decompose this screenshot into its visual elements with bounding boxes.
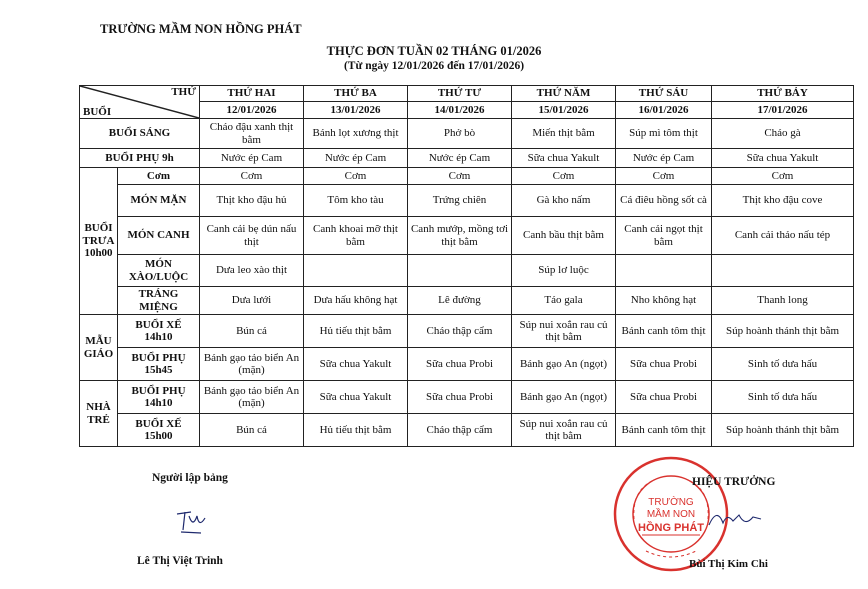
menu-cell: Sữa chua Yakult: [304, 381, 408, 414]
menu-cell: Canh khoai mỡ thịt bằm: [304, 217, 408, 255]
weekly-menu-table: [79, 85, 854, 447]
svg-text:HỒNG PHÁT: HỒNG PHÁT: [638, 522, 704, 534]
row-label-soup: MÓN CANH: [118, 217, 200, 255]
day-date-fri: 16/01/2026: [616, 102, 712, 119]
preparer-title: Người lập bảng: [152, 472, 228, 484]
principal-signature: [705, 505, 765, 535]
day-date-mon: 12/01/2026: [200, 102, 304, 119]
menu-cell: Bánh gạo tảo biển An (mặn): [200, 381, 304, 414]
menu-cell: Bánh canh tôm thịt: [616, 414, 712, 447]
table-row-day-names: [80, 86, 854, 102]
row-label-snack-9h: BUỔI PHỤ 9h: [80, 149, 200, 168]
menu-cell: Canh cải ngọt thịt bằm: [616, 217, 712, 255]
corner-cell: [80, 86, 200, 119]
row-label-rice: Cơm: [118, 168, 200, 185]
menu-cell: Canh cải bẹ dún nấu thịt: [200, 217, 304, 255]
menu-cell: Súp hoành thánh thịt bằm: [712, 414, 854, 447]
table-row: [80, 348, 854, 381]
table-row: [80, 414, 854, 447]
menu-cell: [408, 255, 512, 287]
row-label-afternoon-nursery: BUỔI XẾ 15h00: [118, 414, 200, 447]
principal-name: Bùi Thị Kim Chi: [689, 558, 768, 570]
day-date-thu: 15/01/2026: [512, 102, 616, 119]
menu-cell: Cơm: [712, 168, 854, 185]
school-name: TRƯỜNG MẦM NON HỒNG PHÁT: [100, 22, 302, 36]
group-label-nursery: NHÀ TRẺ: [80, 381, 118, 447]
menu-cell: Lê đường: [408, 287, 512, 315]
row-label-afternoon-kg: BUỔI XẾ 14h10: [118, 315, 200, 348]
preparer-signature: [175, 502, 215, 536]
menu-cell: Dưa lưới: [200, 287, 304, 315]
menu-cell: Sinh tố dưa hấu: [712, 381, 854, 414]
corner-thu-label: THỨ: [171, 86, 196, 98]
menu-cell: Sữa chua Probi: [408, 348, 512, 381]
menu-cell: Thanh long: [712, 287, 854, 315]
menu-cell: Canh mướp, mồng tơi thịt bằm: [408, 217, 512, 255]
day-header-sat: THỨ BẢY: [712, 86, 854, 102]
menu-date-range: (Từ ngày 12/01/2026 đến 17/01/2026): [343, 60, 525, 72]
group-label-kindergarten: MẪU GIÁO: [80, 315, 118, 381]
menu-cell: Nho không hạt: [616, 287, 712, 315]
table-row: [80, 149, 854, 168]
menu-cell: Nước ép Cam: [616, 149, 712, 168]
menu-cell: Sữa chua Yakult: [512, 149, 616, 168]
menu-cell: Sữa chua Yakult: [304, 348, 408, 381]
table-row: [80, 315, 854, 348]
menu-cell: Sữa chua Probi: [408, 381, 512, 414]
menu-cell: Cơm: [408, 168, 512, 185]
menu-cell: Dưa leo xào thịt: [200, 255, 304, 287]
row-label-dessert: TRÁNG MIỆNG: [118, 287, 200, 315]
menu-cell: Cơm: [304, 168, 408, 185]
menu-cell: Thịt kho đậu cove: [712, 185, 854, 217]
table-row: [80, 217, 854, 255]
menu-cell: Bánh gạo An (ngọt): [512, 381, 616, 414]
menu-cell: Bún cá: [200, 315, 304, 348]
menu-cell: Thịt kho đậu hủ: [200, 185, 304, 217]
menu-cell: Sữa chua Probi: [616, 348, 712, 381]
menu-cell: Tôm kho tàu: [304, 185, 408, 217]
menu-cell: Nước ép Cam: [304, 149, 408, 168]
day-header-fri: THỨ SÁU: [616, 86, 712, 102]
menu-title: THỰC ĐƠN TUẦN 02 THÁNG 01/2026: [326, 44, 542, 58]
day-header-wed: THỨ TƯ: [408, 86, 512, 102]
menu-cell: Dưa hấu không hạt: [304, 287, 408, 315]
day-date-sat: 17/01/2026: [712, 102, 854, 119]
menu-cell: Hủ tiếu thịt bằm: [304, 414, 408, 447]
menu-cell: Cháo đậu xanh thịt bằm: [200, 119, 304, 149]
table-row: [80, 185, 854, 217]
day-header-thu: THỨ NĂM: [512, 86, 616, 102]
table-row: [80, 287, 854, 315]
day-header-tue: THỨ BA: [304, 86, 408, 102]
menu-cell: Gà kho nấm: [512, 185, 616, 217]
day-date-wed: 14/01/2026: [408, 102, 512, 119]
menu-cell: Cơm: [512, 168, 616, 185]
row-label-snack-kg: BUỔI PHỤ 15h45: [118, 348, 200, 381]
menu-cell: Súp lơ luộc: [512, 255, 616, 287]
corner-buoi-label: BUỔI: [83, 105, 112, 118]
menu-cell: Phở bò: [408, 119, 512, 149]
menu-cell: Bánh gạo tảo biển An (mặn): [200, 348, 304, 381]
menu-cell: Cơm: [200, 168, 304, 185]
menu-cell: Bánh gạo An (ngọt): [512, 348, 616, 381]
menu-cell: Súp nui xoắn rau củ thịt bằm: [512, 414, 616, 447]
menu-cell: [304, 255, 408, 287]
menu-cell: Bánh canh tôm thịt: [616, 315, 712, 348]
row-label-breakfast: BUỔI SÁNG: [80, 119, 200, 149]
menu-cell: Nước ép Cam: [200, 149, 304, 168]
menu-cell: Nước ép Cam: [408, 149, 512, 168]
menu-cell: Cháo gà: [712, 119, 854, 149]
menu-cell: Sữa chua Probi: [616, 381, 712, 414]
menu-cell: Súp hoành thánh thịt bằm: [712, 315, 854, 348]
row-label-snack-nursery: BUỔI PHỤ 14h10: [118, 381, 200, 414]
svg-text:TRƯỜNG: TRƯỜNG: [648, 497, 694, 508]
menu-cell: Hủ tiếu thịt bằm: [304, 315, 408, 348]
menu-cell: Cháo thập cẩm: [408, 414, 512, 447]
menu-cell: Sữa chua Yakult: [712, 149, 854, 168]
row-label-main-dish: MÓN MẶN: [118, 185, 200, 217]
group-label-lunch: BUỔI TRƯA 10h00: [80, 168, 118, 315]
table-row: [80, 255, 854, 287]
principal-title: HIỆU TRƯỞNG: [692, 476, 776, 488]
menu-cell: Canh bầu thịt bằm: [512, 217, 616, 255]
menu-cell: Cá điêu hồng sốt cà: [616, 185, 712, 217]
menu-cell: [616, 255, 712, 287]
day-date-tue: 13/01/2026: [304, 102, 408, 119]
day-header-mon: THỨ HAI: [200, 86, 304, 102]
preparer-name: Lê Thị Việt Trinh: [137, 555, 223, 567]
menu-cell: Bánh lọt xương thịt: [304, 119, 408, 149]
menu-cell: Táo gala: [512, 287, 616, 315]
menu-cell: Sinh tố dưa hấu: [712, 348, 854, 381]
row-label-stir-fry: MÓN XÀO/LUỘC: [118, 255, 200, 287]
menu-cell: Súp mì tôm thịt: [616, 119, 712, 149]
menu-cell: Cháo thập cẩm: [408, 315, 512, 348]
menu-cell: [712, 255, 854, 287]
menu-cell: Miến thịt bằm: [512, 119, 616, 149]
menu-cell: Bún cá: [200, 414, 304, 447]
menu-cell: Trứng chiên: [408, 185, 512, 217]
table-row: [80, 119, 854, 149]
menu-cell: Súp nui xoắn rau củ thịt bằm: [512, 315, 616, 348]
table-row: [80, 168, 854, 185]
menu-cell: Canh cải thảo nấu tép: [712, 217, 854, 255]
table-row: [80, 381, 854, 414]
svg-text:MẦM NON: MẦM NON: [646, 509, 696, 520]
menu-cell: Cơm: [616, 168, 712, 185]
